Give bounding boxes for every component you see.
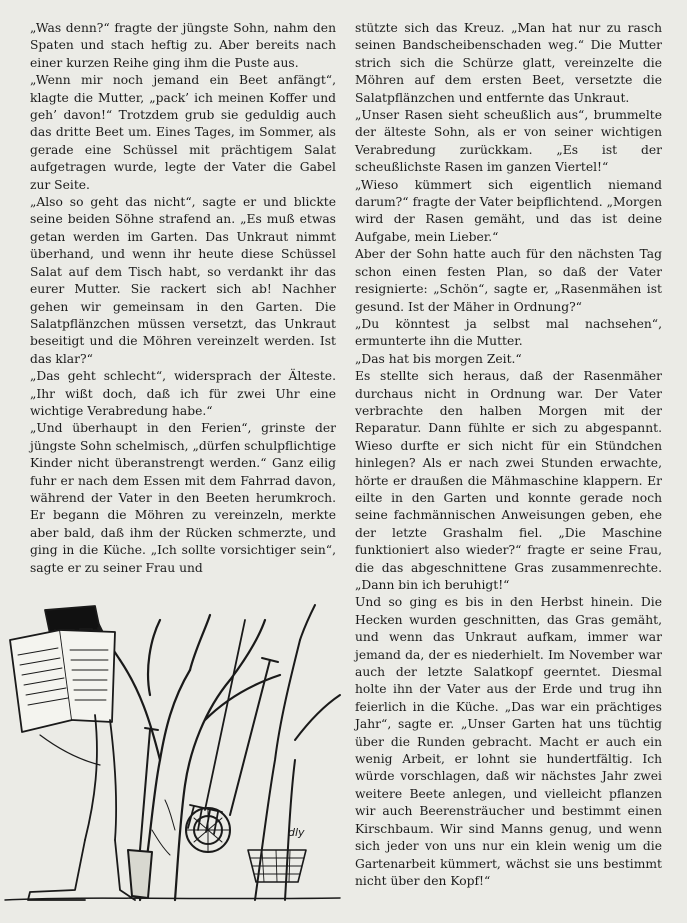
basket-icon xyxy=(248,850,306,882)
artist-signature: dly xyxy=(288,826,305,839)
paragraph: Es stellte sich heraus, daß der Rasenmäher durchaus nicht in Ordnung war. Der Vater verbrachte den halben Morgen mit der Reparatur. Dann fühlte er sich zu abgespannt. Wieso durfte er sich nicht für ein Stündchen hinlegen? Als er nach zwei Stunden erwachte, hörte er draußen die Mähmaschine klappern. Er eilte in den Garten und konnte gerade noch seine fachmännischen Anweisungen geben, ehe der letzte Grashalm fiel. „Die Maschine funktioniert also wieder?“ fragte er seine Frau, die das abgeschnittene Gras zusammenrechte. „Dann bin ich beruhigt!“ xyxy=(355,369,662,592)
garden-illustration xyxy=(0,600,345,910)
paragraph: „Also so geht das nicht“, sagte er und blickte seine beiden Söhne strafend an. „Es muß etwas getan werden im Garten. Das Unkraut nimmt überhand, und wenn ihr heute diese Schüssel Salat auf dem Tisch habt, so verdankt ihr das eurer Mutter. Sie rackert sich ab! Nachher gehen wir gemeinsam in den Garten. Die Salatpflänzchen müssen versetzt, das Unkraut beseitigt und die Möhren vereinzelt werden. Ist das klar?“ xyxy=(30,195,336,366)
paragraph: „Wenn mir noch jemand ein Beet anfängt“, klagte die Mutter, „pack’ ich meinen Koffer und geh’ davon!“ Trotzdem grub sie geduldig auch das dritte Beet um. Eines Tages, im Sommer, als gerade eine Schüssel mit prächtigem Salat aufgetragen wurde, legte der Vater die Gabel zur Seite. xyxy=(30,73,336,192)
right-text-column xyxy=(355,20,662,890)
spade-icon xyxy=(128,728,158,898)
man-reading-newspaper xyxy=(10,606,135,900)
paragraph: Und so ging es bis in den Herbst hinein. Die Hecken wurden geschnitten, das Gras gemäht, und wenn das Unkraut aufkam, immer war jemand da, der es niederhielt. Im November war auch der letzte Salatkopf geerntet. Diesmal holte ihn der Vater aus der Erde und trug ihn feierlich in die Küche. „Das war ein prächtiges Jahr“, sagte er. „Unser Garten hat uns tüchtig über die Runden gebracht. Macht er auch ein wenig Arbeit, er lohnt sie hundertfältig. Ich würde vorschlagen, daß wir nächstes Jahr zwei weitere Beete anlegen, und vielleicht pflanzen wir auch Beerensträucher und bestimmt einen Kirschbaum. Wir sind Manns genug, und wenn sich jeder von uns nur ein klein wenig um die Gartenarbeit kümmert, wächst sie uns bestimmt nicht über den Kopf!“ xyxy=(355,595,662,888)
paragraph: „Das hat bis morgen Zeit.“ xyxy=(355,351,522,366)
paragraph: stützte sich das Kreuz. „Man hat nur zu rasch seinen Bandscheibenschaden weg.“ Die Mutter strich sich die Schürze glatt, vereinzelte die Möhren auf dem ersten Beet, versetzte die Salatpflänzchen und entfernte das Unkraut. xyxy=(355,21,662,105)
left-text-column xyxy=(30,20,336,577)
paragraph: Aber der Sohn hatte auch für den nächsten Tag schon einen festen Plan, so daß der Vater resignierte: „Schön“, sagte er, „Rasenmähen ist gesund. Ist der Mäher in Ordnung?“ xyxy=(355,247,662,314)
tree-icon xyxy=(95,615,280,900)
paragraph: „Was denn?“ fragte der jüngste Sohn, nahm den Spaten und stach heftig zu. Aber bereits nach einer kurzen Reihe ging ihm die Puste aus. xyxy=(30,21,336,70)
paragraph: „Unser Rasen sieht scheußlich aus“, brummelte der älteste Sohn, als er von seiner wichtigen Verabredung zurückkam. „Es ist der scheußlichste Rasen im ganzen Viertel!“ xyxy=(355,108,662,175)
paragraph: „Das geht schlecht“, widersprach der Älteste. „Ihr wißt doch, daß ich für zwei Uhr eine wichtige Verabredung habe.“ xyxy=(30,369,336,418)
paragraph: „Wieso kümmert sich eigentlich niemand darum?“ fragte der Vater beipflichtend. „Morgen wird der Rasen gemäht, und das ist deine Aufgabe, mein Lieber.“ xyxy=(355,177,662,244)
lawn-mower-icon xyxy=(186,658,278,852)
paragraph: „Du könntest ja selbst mal nachsehen“, ermunterte ihn die Mutter. xyxy=(355,316,662,349)
paragraph: „Und überhaupt in den Ferien“, grinste der jüngste Sohn schelmisch, „dürfen schulpflichtige Kinder nicht überanstrengt werden.“ Ganz eilig fuhr er nach dem Essen mit dem Fahrrad davon, während der Vater in den Beeten herumkroch. Er begann die Möhren zu vereinzeln, merkte aber bald, daß ihm der Rücken schmerzte, und ging in die Küche. „Ich sollte vorsichtiger sein“, sagte er zu seiner Frau und xyxy=(30,421,336,575)
tree-icon xyxy=(255,605,340,900)
